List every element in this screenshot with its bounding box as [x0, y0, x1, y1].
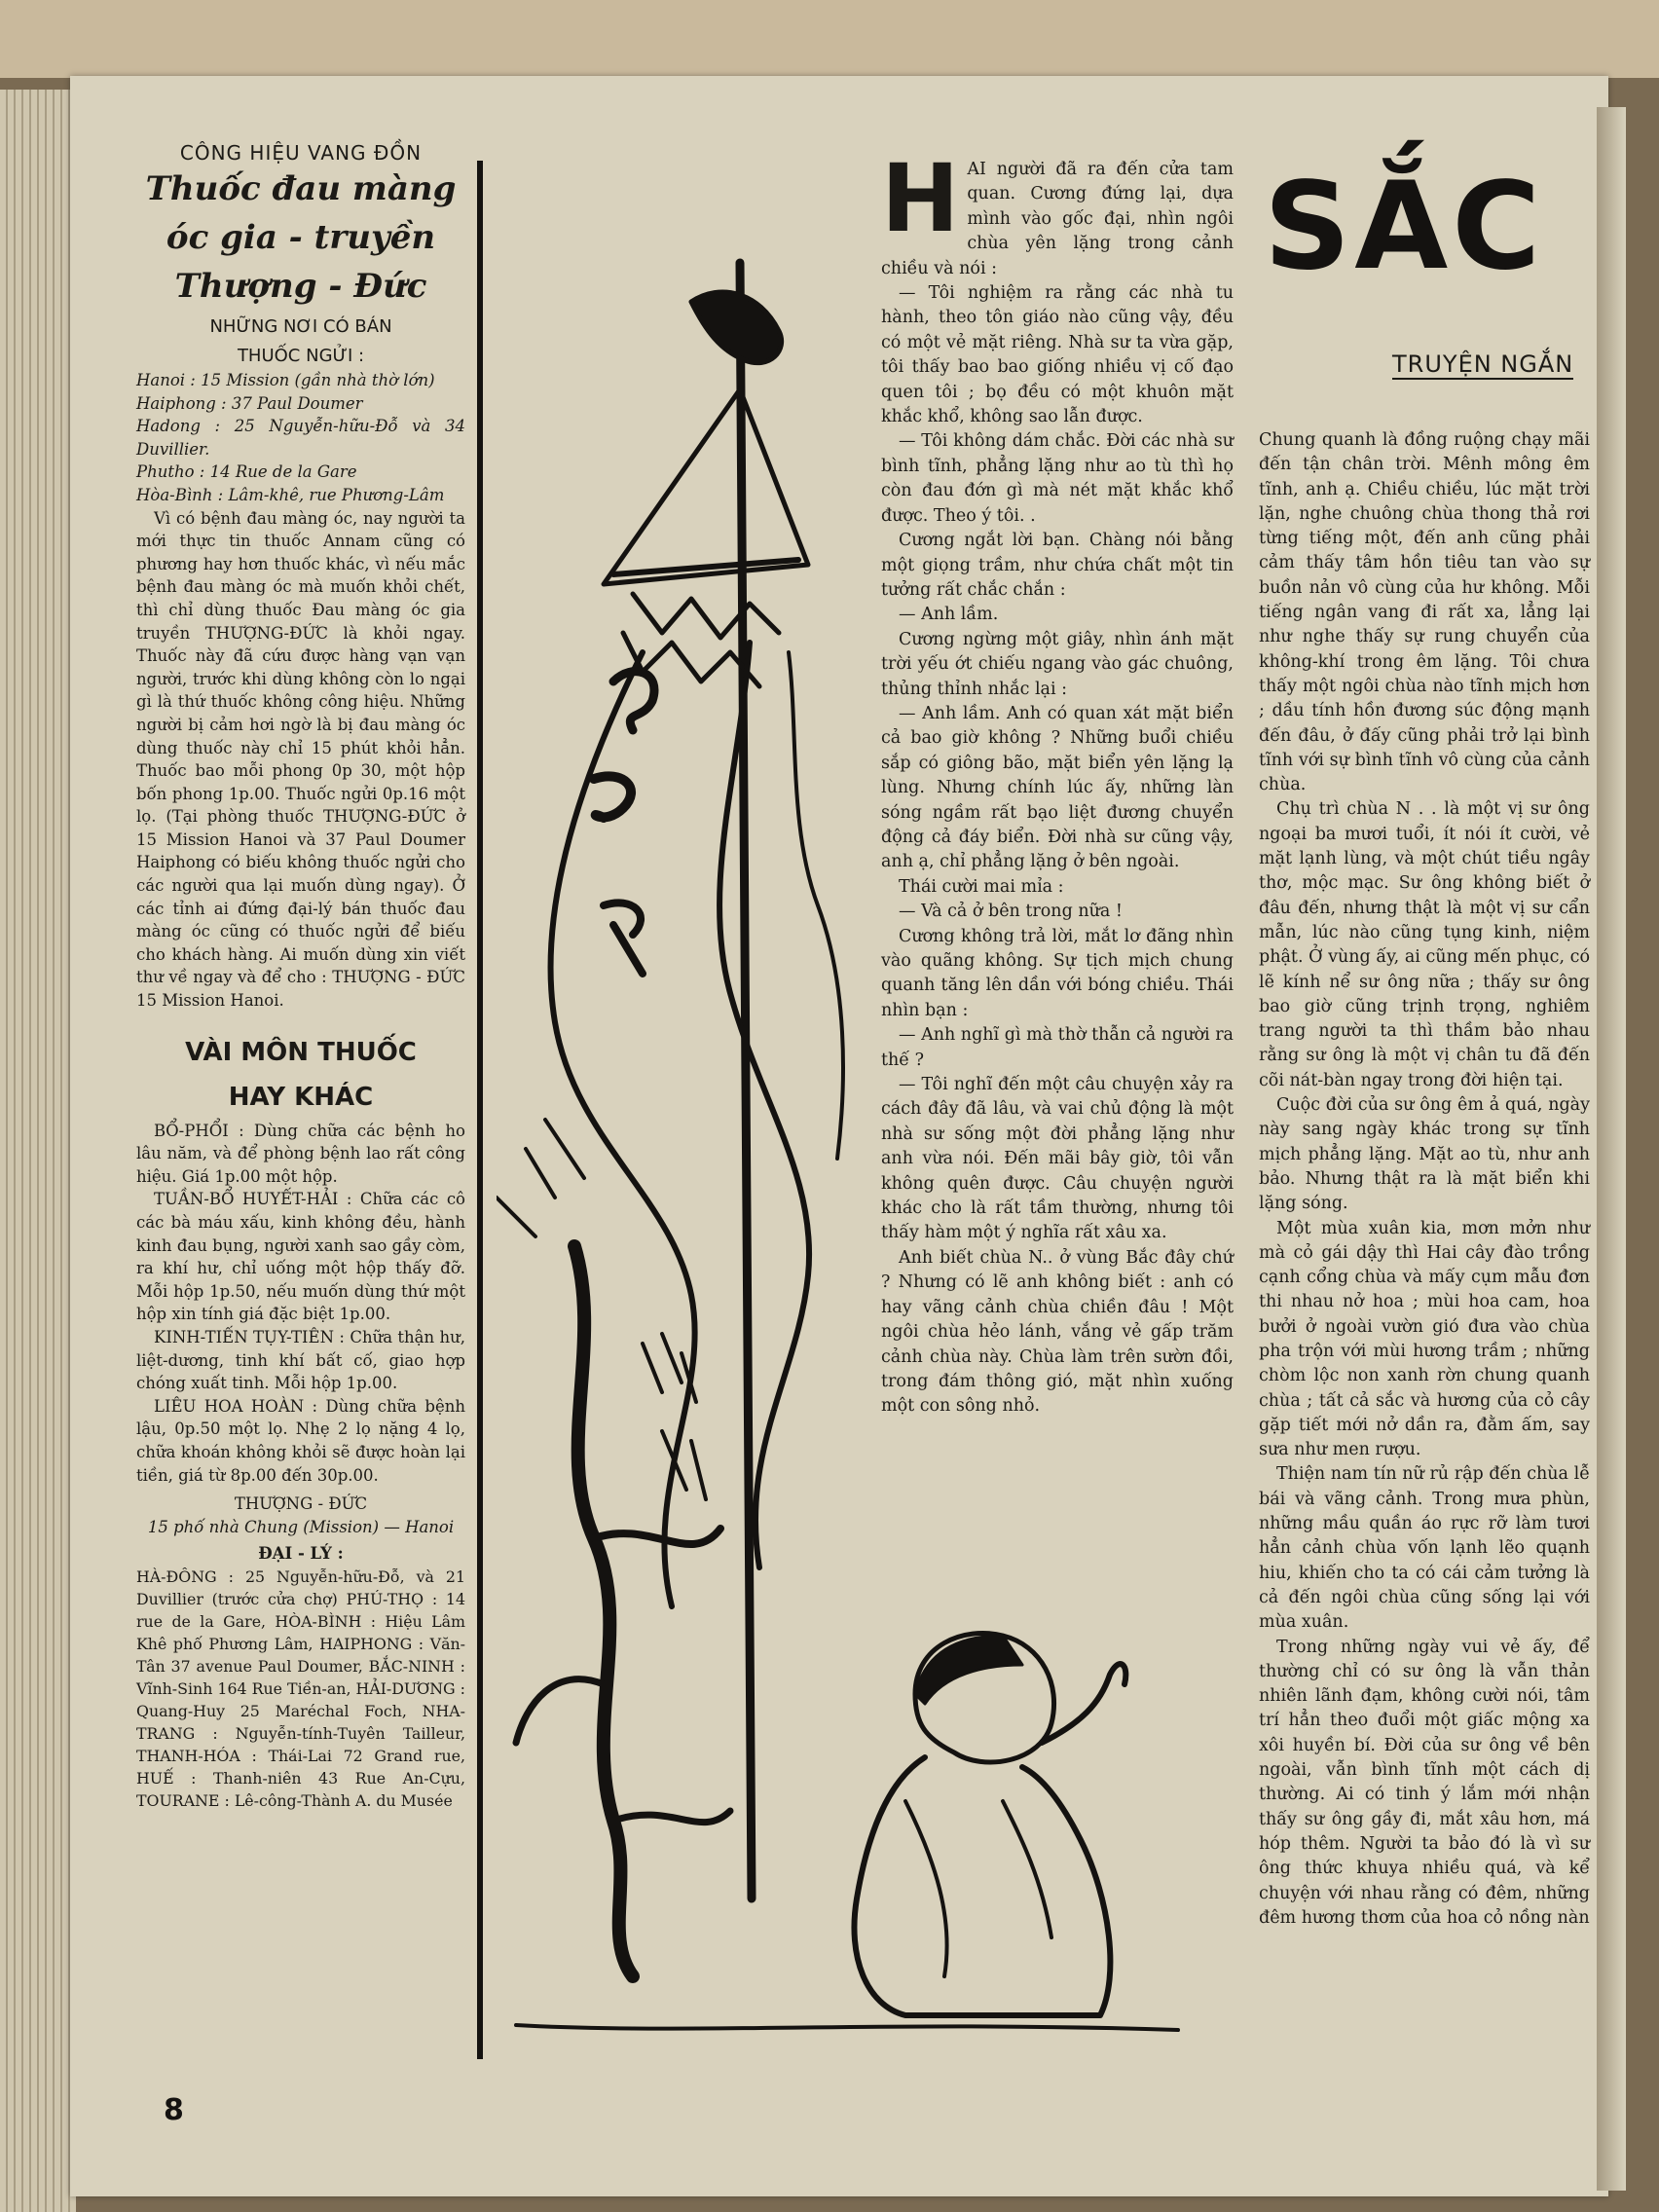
- ground-line: [516, 2025, 1178, 2030]
- story-paragraph: — Anh lầm. Anh có quan xát mặt biển cả bao giờ không ? Những buổi chiều sắp có giông bão, mặt biển yên lặng lạ lùng. Nhưng chính lúc ấy, những làn sóng ngầm rất bạo liệt đương chuyển động cả đáy biển. Đời nhà sư cũng vậy, anh ạ, chỉ phẳng lặng ở bên ngoài.: [881, 703, 1234, 872]
- remedy-item: KINH-TIẾN TỤY-TIÊN : Chữa thận hư, liệt-dương, tinh khí bất cố, giao hợp chóng xuất tinh. Mỗi hộp 1p.00.: [136, 1327, 465, 1393]
- background: [0, 0, 1659, 78]
- page-number: 8: [164, 2093, 184, 2127]
- story-paragraph: Thái cười mai mỉa :: [899, 876, 1064, 897]
- store-line: Hòa-Bình : Lâm-khê, rue Phương-Lâm: [136, 485, 445, 504]
- story-paragraph: — Và cả ở bên trong nữa !: [899, 902, 1123, 922]
- story-kicker: TRUYỆN NGẮN: [1392, 350, 1574, 378]
- story-paragraph: — Tôi nghiệm ra rằng các nhà tu hành, theo tôn giáo nào cũng vậy, đều có một vẻ mặt riêng. Nhà sư ta vừa gặp, tôi thấy bao bao giống nhiều vị cố đạo quen tôi ; bọ đều có một khuôn mặt khắc khổ, không sao lẫn được.: [881, 283, 1234, 427]
- flag-pole: [740, 263, 752, 1899]
- story-paragraph: Cương không trả lời, mắt lơ đãng nhìn vào quãng không. Sự tịch mịch chung quanh tăng lên dần với bóng chiều. Thái nhìn bạn :: [881, 926, 1234, 1020]
- remedy-item: BỔ-PHỔI : Dùng chữa các bệnh ho lâu năm, và để phòng bệnh lao rất công hiệu. Giá 1p.00 một hộp.: [136, 1121, 465, 1186]
- story-paragraph: Thiện nam tín nữ rủ rập đến chùa lễ bái và vãng cảnh. Trong mưa phùn, những mầu quần áo rực rỡ làm tươi hẳn cảnh chùa vốn lạnh lẽo quạnh hiu, khiến cho ta có cái cảm tưởng là cả đến ngôi chùa cũng sống lại với mùa xuân.: [1259, 1464, 1590, 1633]
- store-line: Phutho : 14 Rue de la Gare: [136, 462, 357, 482]
- story-paragraph: Một mùa xuân kia, mơn mởn như mà cỏ gái dậy thì Hai cây đào trồng cạnh cổng chùa và mấy cụm mẫu đơn thi nhau nở hoa ; mùi hoa cam, hoa bưởi ở ngoài vườn gió đưa vào chùa pha trộn với mùi hương trầm ; những chòm lộc non xanh rờn chung quanh chùa ; tất cả sắc và hương của cỏ cây gặp tiết mới nở dần ra, đằm ấm, say sưa như men rượu.: [1259, 1218, 1590, 1460]
- story-paragraph: Chụ trì chùa N . . là một vị sư ông ngoại ba mươi tuổi, ít nói ít cười, vẻ mặt lạnh lùng, và một chút tiều ngây thơ, mộc mạc. Sư ông không biết ở đâu đến, nhưng thật là một vị sư cẩn mẫn, lúc nào cũng tụng kinh, niệm phật. Ở vùng ấy, ai cũng mến phục, có lẽ kính nể sư ông nữa ; thấy sư ông bao giờ cũng trịnh trọng, nghiêm trang người ta thì thầm bảo nhau rằng sư ông là một vị chân tu đã đến cõi nát-bàn ngay trong đời hiện tại.: [1259, 799, 1590, 1090]
- ad-kicker: CÔNG HIỆU VANG ĐỒN: [179, 141, 423, 165]
- ad-column: [136, 141, 465, 1812]
- story-column-2: [1259, 428, 1590, 1931]
- store-line: Hadong : 25 Nguyễn-hữu-Đỗ và 34 Duvillier.: [136, 417, 465, 459]
- story-paragraph: Trong những ngày vui vẻ ấy, để thường chỉ có sư ông là vẫn thản nhiên lãnh đạm, không cười nói, tâm trí hẳn theo đuổi một giấc mộng xa xôi huyền bí. Đời của sư ông về bên ngoài, vẫn bình tĩnh một cách dị thường. Ai có tinh ý lắm mới nhận thấy sư ông gầy đi, mắt xâu hơn, má hóp thêm. Người ta bảo đó là vì sư ông thức khuya nhiều quá, và kể chuyện với nhau rằng có đêm, những đêm hương thơm của hoa cỏ nồng nàn: [1259, 1637, 1590, 1928]
- ad-title-line-1: Thuốc đau màng: [145, 169, 457, 208]
- drop-cap: H: [881, 144, 960, 253]
- story-paragraph: Cương ngắt lời bạn. Chàng nói bằng một giọng trầm, như chứa chất một tin tưởng rất chắc chắn :: [881, 531, 1234, 600]
- story-paragraph: Anh biết chùa N.. ở vùng Bắc đây chứ ? Nhưng có lẽ anh không biết : anh có hay vãng cảnh chùa chiền đâu ! Một ngôi chùa hẻo lánh, vắng vẻ gấp trăm cảnh chùa này. Chùa làm trên sườn đồi, trong đám thông gió, mặt nhìn xuống một con sông nhỏ.: [881, 1247, 1234, 1417]
- store-line: Hanoi : 15 Mission (gần nhà thờ lớn): [136, 371, 435, 389]
- remedy-item: LIÊU HOA HOÀN : Dùng chữa bệnh lậu, 0p.50 một lọ. Nhẹ 2 lọ nặng 4 lọ, chữa khoán không khỏi sẽ được hoàn lại tiền, giá từ 8p.00 đến 30p.00.: [136, 1396, 465, 1485]
- store-line: Haiphong : 37 Paul Doumer: [136, 393, 363, 413]
- fish-ornament: [691, 292, 782, 363]
- agents-heading: ĐẠI - LÝ :: [258, 1544, 344, 1564]
- story-paragraph: Cương ngừng một giây, nhìn ánh mặt trời yếu ớt chiếu ngang vào gác chuông, thủng thỉnh nhắc lại :: [881, 629, 1234, 699]
- remedy-item: TUẦN-BỔ HUYẾT-HẢI : Chữa các cô các bà máu xấu, kinh không đều, hành kinh đau bụng, người xanh sao gầy còm, ra khí hư, chỉ uống một hộp thấy đỡ. Mỗi hộp 1p.50, nếu muốn dùng thứ một hộp xin tính giá đặc biệt 1p.00.: [136, 1190, 465, 1324]
- page-gutter: [1597, 107, 1626, 2191]
- stores-heading-1: NHỮNG NƠI CÓ BÁN: [209, 316, 392, 337]
- story-paragraph: AI người đã ra đến cửa tam quan. Cương đứng lại, dựa mình vào gốc đại, nhìn ngôi chùa yên lặng trong cảnh chiều và nói :: [881, 160, 1234, 278]
- tree-trunk: [574, 1246, 633, 1976]
- story-title: SẮC: [1264, 157, 1545, 297]
- column-divider: [477, 161, 483, 2059]
- story-column-1: [881, 144, 1234, 1419]
- section-heading-2: HAY KHÁC: [228, 1082, 374, 1112]
- banner: [604, 389, 808, 584]
- section-heading-1: VÀI MÔN THUỐC: [185, 1037, 417, 1067]
- agents-list: HÀ-ĐÔNG : 25 Nguyễn-hữu-Đỗ, và 21 Duvillier (trước cửa chợ) PHÚ-THỌ : 14 rue de la Gare, HÒA-BÌNH : Hiệu Lâm Khê phố Phương Lâm, HAIPHONG : Văn-Tân 37 avenue Paul Doumer, BẮC-NINH : Vĩnh-Sinh 164 Rue Tiền-an, HẢI-DƯƠNG : Quang-Huy 25 Maréchal Foch, NHA-TRANG : Nguyễn-tính-Tuyên Tailleur, THANH-HÓA : Thái-Lai 72 Grand rue, HUẾ : Thanh-niên 43 Rue An-Cựu, TOURANE : Lê-công-Thành A. du Musée: [136, 1567, 465, 1810]
- story-paragraph: — Tôi không dám chắc. Đời các nhà sư bình tĩnh, phẳng lặng như ao tù thì họ còn đau đớn gì mà nét mặt khắc khổ được. Theo ý tôi. .: [881, 431, 1234, 526]
- maker-address: 15 phố nhà Chung (Mission) — Hanoi: [147, 1517, 455, 1536]
- ad-title-line-2: óc gia - truyền: [166, 218, 436, 257]
- ad-title-line-3: Thượng - Đức: [174, 267, 427, 306]
- story-paragraph: — Anh nghĩ gì mà thờ thẫn cả người ra thế ?: [881, 1025, 1234, 1070]
- monk-robe: [854, 1757, 1110, 2015]
- story-paragraph: Cuộc đời của sư ông êm ả quá, ngày này sang ngày khác trong sự tĩnh mịch phẳng lặng. Mặt ao tù, như anh bảo. Nhưng thật ra là mặt biển khi lặng sóng.: [1259, 1095, 1590, 1214]
- story-paragraph: Chung quanh là đồng ruộng chạy mãi đến tận chân trời. Mênh mông êm tĩnh, anh ạ. Chiều chiều, lúc mặt trời lặn, nghe chuông chùa thong thả rơi từng tiếng một, đến anh cũng phải cảm thấy tâm hồn tiêu tan vào sự buồn nản vô cùng của hư không. Mỗi tiếng ngân vang đi rất xa, lẳng lại như nghe thấy sự rung chuyển của không-khí trong êm lặng. Tôi chưa thấy một ngôi chùa nào tĩnh mịch hơn ; dầu tính hồn đương súc động mạnh đến đâu, ở đấy cũng phải trở lại bình tĩnh với sự bình tĩnh vô cùng của cảnh chùa.: [1259, 430, 1590, 795]
- story-paragraph: — Tôi nghĩ đến một câu chuyện xảy ra cách đây đã lâu, và vai chủ động là một nhà sư sống một đời phẳng lặng như anh vừa nói. Đến mãi bây giờ, tôi vẫn không quên được. Câu chuyện người khác cho là rất tầm thường, nhưng tôi thấy hàm một ý nghĩa rất xâu xa.: [881, 1075, 1234, 1243]
- story-paragraph: — Anh lầm.: [899, 605, 999, 625]
- page-stack-edge: [0, 90, 76, 2212]
- ad-body: Vì có bệnh đau màng óc, nay người ta mới thực tin thuốc Annam cũng có phương hay hơn thuốc khác, vì nếu mắc bệnh đau màng óc mà muốn khỏi chết, thì chỉ dùng thuốc Đau màng óc gia truyền THƯỢNG-ĐỨC là khỏi ngay. Thuốc này đã cứu được hàng vạn vạn người, trước khi dùng không còn lo ngại gì là thứ thuốc không công hiệu. Những người bị cảm hơi ngờ là bị đau màng óc dùng thuốc này chỉ 15 phút khỏi hẳn. Thuốc bao mỗi phong 0p 30, một hộp bốn phong 1p.00. Thuốc ngửi 0p.16 một lọ. (Tại phòng thuốc THƯỢNG-ĐỨC ở 15 Mission Hanoi và 37 Paul Doumer Haiphong có biếu không thuốc ngửi cho các người qua lại muốn dùng ngay). Ở các tỉnh ai đứng đại-lý bán thuốc đau màng óc cũng có thuốc ngửi để biếu cho khách hàng. Ai muốn dùng xin viết thư về ngay và để cho : THƯỢNG - ĐỨC 15 Mission Hanoi.: [136, 508, 465, 1011]
- stores-heading-2: THUỐC NGỬI :: [237, 346, 365, 366]
- maker-name: THƯỢNG - ĐỨC: [234, 1494, 368, 1514]
